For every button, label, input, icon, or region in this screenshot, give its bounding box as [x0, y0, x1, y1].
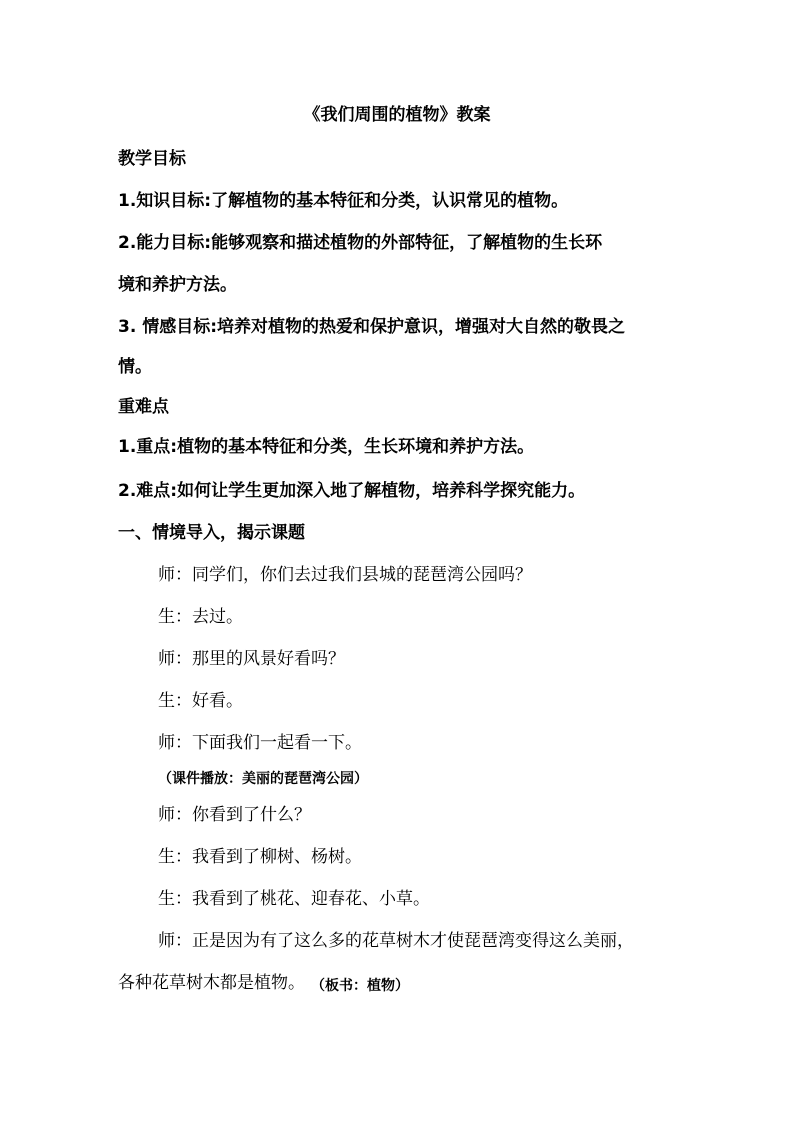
courseware-note: （课件播放：美丽的琵琶湾公园）: [158, 771, 368, 787]
heading-part1: 一、情境导入，揭示课题: [118, 523, 305, 543]
dialogue-line: 生：我看到了桃花、迎春花、小草。: [158, 889, 430, 909]
document-title: 《我们周围的植物》教案: [303, 105, 491, 125]
dialogue-line: 师：同学们，你们去过我们县城的琵琶湾公园吗？: [158, 565, 532, 585]
objective-emotion-line2: 情。: [118, 357, 152, 377]
objective-knowledge: 1.知识目标:了解植物的基本特征和分类，认识常见的植物。: [118, 191, 569, 211]
keypoint-focus: 1.重点:植物的基本特征和分类，生长环境和养护方法。: [118, 437, 535, 457]
heading-keypoints: 重难点: [118, 397, 169, 417]
blackboard-note: （板书：植物）: [311, 978, 409, 994]
dialogue-line: 师：下面我们一起看一下。: [158, 733, 362, 753]
objective-ability-line1: 2.能力目标:能够观察和描述植物的外部特征，了解植物的生长环: [118, 233, 603, 253]
dialogue-line: 师：正是因为有了这么多的花草树木才使琵琶湾变得这么美丽，: [158, 931, 634, 951]
dialogue-line: 生：我看到了柳树、杨树。: [158, 847, 362, 867]
heading-objectives: 教学目标: [118, 149, 186, 169]
dialogue-line-continued: 各种花草树木都是植物。: [118, 973, 305, 993]
dialogue-line: 师：你看到了什么？: [158, 805, 311, 825]
dialogue-line: 生：好看。: [158, 691, 243, 711]
keypoint-difficulty: 2.难点:如何让学生更加深入地了解植物，培养科学探究能力。: [118, 481, 586, 501]
dialogue-line: 生：去过。: [158, 607, 243, 627]
objective-emotion-line1: 3. 情感目标:培养对植物的热爱和保护意识，增强对大自然的敬畏之: [118, 317, 626, 337]
objective-ability-line2: 境和养护方法。: [118, 275, 237, 295]
dialogue-line: 师：那里的风景好看吗？: [158, 649, 345, 669]
